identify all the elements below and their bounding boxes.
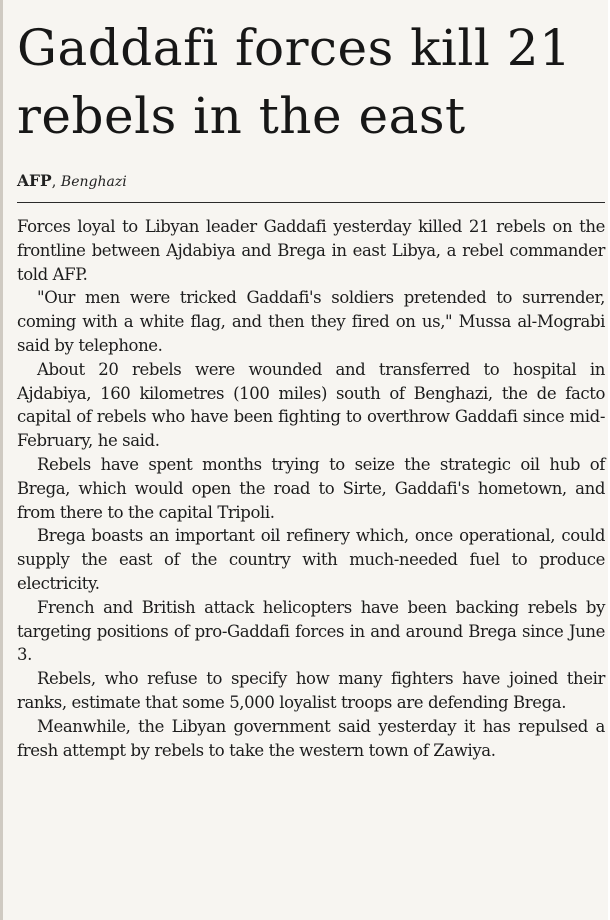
byline <box>17 171 127 190</box>
byline-divider <box>17 202 605 203</box>
article-paragraph: French and British attack helicopters have been backing rebels by targeting positions of pro-Gaddafi forces in and around Brega since June 3. <box>17 597 605 665</box>
article-paragraph: Rebels, who refuse to specify how many fighters have joined their ranks, estimate that some 5,000 loyalist troops are defending Brega. <box>17 669 605 712</box>
headline: Gaddafi forces kill 21 rebels in the east <box>17 19 572 145</box>
article-body <box>17 215 605 762</box>
byline-location: Benghazi <box>60 174 127 190</box>
article-paragraph: "Our men were tricked Gaddafi's soldiers pretended to surrender, coming with a white flag, and then they fired on us," Mussa al-Mograbi said by telephone. <box>17 288 605 355</box>
article-paragraph: Meanwhile, the Libyan government said yesterday it has repulsed a fresh attempt by rebels to take the western town of Zawiya. <box>17 716 605 760</box>
article-paragraph: Rebels have spent months trying to seize the strategic oil hub of Brega, which would open the road to Sirte, Gaddafi's hometown, and from there to the capital Tripoli. <box>17 454 605 522</box>
byline-separator: , <box>51 174 61 190</box>
byline-agency: AFP <box>17 171 52 190</box>
article-paragraph: Forces loyal to Libyan leader Gaddafi yesterday killed 21 rebels on the frontline between Ajdabiya and Brega in east Libya, a rebel commander told AFP. <box>17 217 605 284</box>
article-paragraph: About 20 rebels were wounded and transferred to hospital in Ajdabiya, 160 kilometres (100 miles) south of Benghazi, the de facto capital of rebels who have been fighting to overthrow Gaddafi since mid-February, he said. <box>17 359 605 451</box>
article-paragraph: Brega boasts an important oil refinery which, once operational, could supply the east of the country with much-needed fuel to produce electricity. <box>17 526 605 593</box>
